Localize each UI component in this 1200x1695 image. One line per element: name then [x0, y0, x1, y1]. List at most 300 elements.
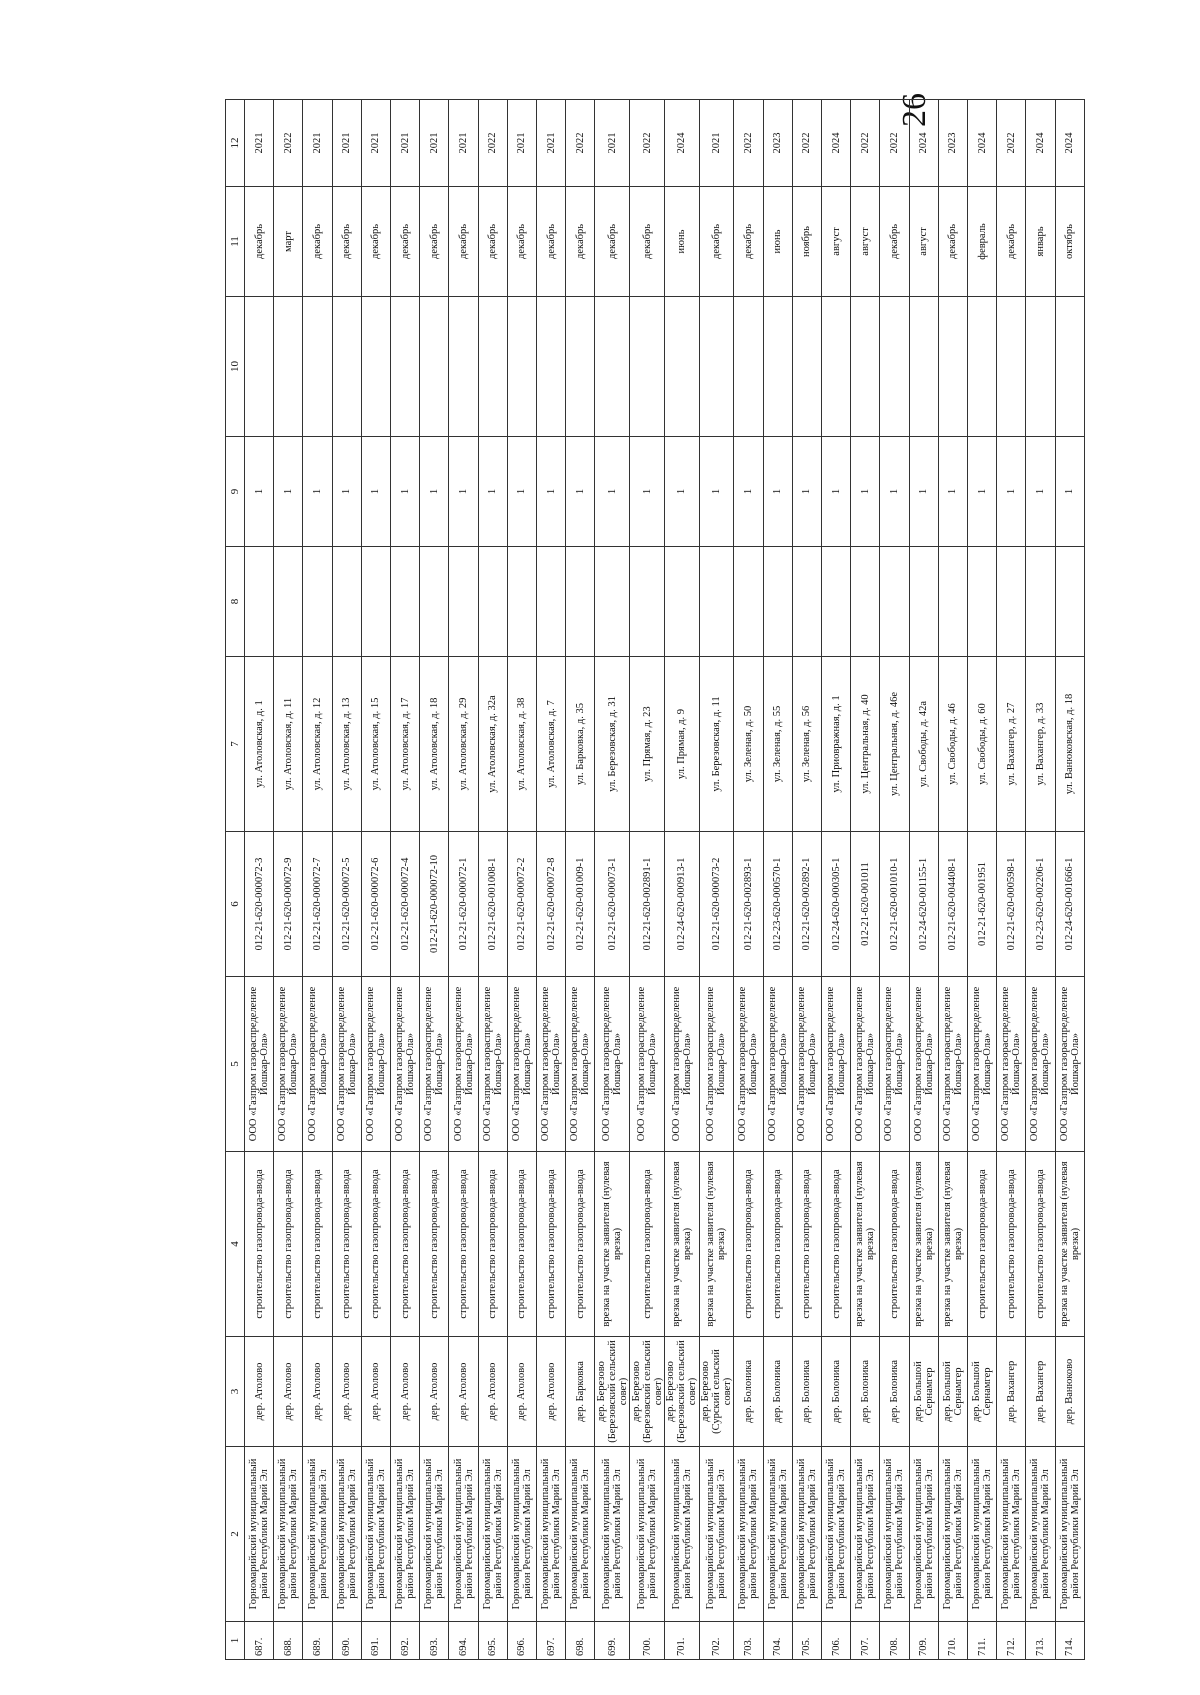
cell-row-number: 709. [909, 1622, 938, 1660]
cell-settlement: дер. Березово (Сурский сельский совет) [699, 1337, 734, 1447]
cell-settlement: дер. Атолово [274, 1337, 303, 1447]
cell-address: ул. Атоловская, д. 7 [537, 657, 566, 832]
cell-application-code: 012-21-620-000072-2 [507, 832, 536, 977]
table-row [595, 100, 630, 1660]
table-row [763, 100, 792, 1660]
cell-column-9: 1 [391, 437, 420, 547]
cell-settlement: дер. Болоника [880, 1337, 909, 1447]
cell-year: 2021 [449, 100, 478, 187]
cell-application-code: 012-21-620-000598-1 [997, 832, 1026, 977]
cell-column-8 [763, 547, 792, 657]
column-header-7: 7 [226, 657, 245, 832]
cell-month: декабрь [361, 187, 390, 297]
cell-column-9: 1 [734, 437, 763, 547]
cell-work-type: строительство газопровода-ввода [734, 1152, 763, 1337]
cell-column-10 [821, 297, 850, 437]
table-row [909, 100, 938, 1660]
cell-column-8 [332, 547, 361, 657]
cell-organization: ООО «Газпром газораспределение Йошкар-Ола» [537, 977, 566, 1152]
cell-column-10 [478, 297, 507, 437]
cell-year: 2022 [478, 100, 507, 187]
gasification-table [225, 99, 1085, 1660]
cell-row-number: 702. [699, 1622, 734, 1660]
cell-district: Горномарийский муниципальный район Республики Марий Эл [997, 1447, 1026, 1622]
cell-settlement: дер. Вахангер [1026, 1337, 1055, 1447]
cell-organization: ООО «Газпром газораспределение Йошкар-Ола» [792, 977, 821, 1152]
cell-work-type: врезка на участке заявителя (нулевая врезка) [699, 1152, 734, 1337]
cell-year: 2022 [734, 100, 763, 187]
cell-district: Горномарийский муниципальный район Республики Марий Эл [566, 1447, 595, 1622]
cell-row-number: 692. [391, 1622, 420, 1660]
cell-month: август [851, 187, 880, 297]
cell-application-code: 012-21-620-004408-1 [938, 832, 967, 977]
cell-settlement: дер. Атолово [361, 1337, 390, 1447]
cell-district: Горномарийский муниципальный район Республики Марий Эл [1026, 1447, 1055, 1622]
cell-settlement: дер. Атолово [449, 1337, 478, 1447]
cell-settlement: дер. Болоника [763, 1337, 792, 1447]
cell-column-10 [792, 297, 821, 437]
cell-column-8 [909, 547, 938, 657]
cell-organization: ООО «Газпром газораспределение Йошкар-Ола» [630, 977, 665, 1152]
cell-settlement: дер. Болоника [821, 1337, 850, 1447]
cell-application-code: 012-21-620-002891-1 [630, 832, 665, 977]
cell-work-type: строительство газопровода-ввода [332, 1152, 361, 1337]
cell-address: ул. Атоловская, д. 38 [507, 657, 536, 832]
cell-address: ул. Атоловская, д. 13 [332, 657, 361, 832]
cell-work-type: строительство газопровода-ввода [967, 1152, 996, 1337]
column-header-2: 2 [226, 1447, 245, 1622]
cell-work-type: строительство газопровода-ввода [763, 1152, 792, 1337]
cell-address: ул. Березовская, д. 11 [699, 657, 734, 832]
cell-year: 2021 [332, 100, 361, 187]
cell-month: август [909, 187, 938, 297]
cell-address: ул. Прямая, д. 23 [630, 657, 665, 832]
cell-district: Горномарийский муниципальный район Республики Марий Эл [909, 1447, 938, 1622]
cell-address: ул. Атоловская, д. 12 [303, 657, 332, 832]
cell-year: 2022 [997, 100, 1026, 187]
cell-column-10 [763, 297, 792, 437]
cell-organization: ООО «Газпром газораспределение Йошкар-Ола» [664, 977, 699, 1152]
cell-application-code: 012-21-620-000072-10 [420, 832, 449, 977]
cell-application-code: 012-21-620-002892-1 [792, 832, 821, 977]
cell-column-10 [1055, 297, 1084, 437]
cell-work-type: врезка на участке заявителя (нулевая врезка) [851, 1152, 880, 1337]
cell-column-10 [274, 297, 303, 437]
cell-address: ул. Атоловская, д. 32а [478, 657, 507, 832]
cell-settlement: дер. Болоника [792, 1337, 821, 1447]
cell-work-type: строительство газопровода-ввода [1026, 1152, 1055, 1337]
cell-settlement: дер. Атолово [303, 1337, 332, 1447]
cell-column-9: 1 [274, 437, 303, 547]
cell-column-10 [699, 297, 734, 437]
table-row [967, 100, 996, 1660]
column-header-9: 9 [226, 437, 245, 547]
cell-organization: ООО «Газпром газораспределение Йошкар-Ола» [909, 977, 938, 1152]
table-row [851, 100, 880, 1660]
cell-year: 2022 [880, 100, 909, 187]
table-row [537, 100, 566, 1660]
cell-row-number: 710. [938, 1622, 967, 1660]
cell-year: 2024 [967, 100, 996, 187]
cell-column-9: 1 [630, 437, 665, 547]
cell-application-code: 012-21-620-001008-1 [478, 832, 507, 977]
cell-row-number: 690. [332, 1622, 361, 1660]
cell-district: Горномарийский муниципальный район Республики Марий Эл [245, 1447, 274, 1622]
cell-district: Горномарийский муниципальный район Республики Марий Эл [734, 1447, 763, 1622]
cell-column-10 [332, 297, 361, 437]
cell-month: декабрь [734, 187, 763, 297]
cell-organization: ООО «Газпром газораспределение Йошкар-Ола» [851, 977, 880, 1152]
cell-year: 2021 [507, 100, 536, 187]
column-header-12: 12 [226, 100, 245, 187]
cell-column-9: 1 [909, 437, 938, 547]
cell-column-8 [303, 547, 332, 657]
cell-year: 2024 [821, 100, 850, 187]
cell-month: декабрь [420, 187, 449, 297]
cell-settlement: дер. Атолово [245, 1337, 274, 1447]
cell-row-number: 707. [851, 1622, 880, 1660]
cell-application-code: 012-21-620-000072-9 [274, 832, 303, 977]
cell-work-type: врезка на участке заявителя (нулевая врезка) [1055, 1152, 1084, 1337]
cell-address: ул. Свободы, д. 60 [967, 657, 996, 832]
cell-column-10 [391, 297, 420, 437]
cell-month: декабрь [938, 187, 967, 297]
cell-settlement: дер. Ванюково [1055, 1337, 1084, 1447]
cell-organization: ООО «Газпром газораспределение Йошкар-Ола» [303, 977, 332, 1152]
cell-month: декабрь [537, 187, 566, 297]
cell-year: 2022 [274, 100, 303, 187]
cell-row-number: 696. [507, 1622, 536, 1660]
cell-row-number: 694. [449, 1622, 478, 1660]
cell-organization: ООО «Газпром газораспределение Йошкар-Ола» [595, 977, 630, 1152]
cell-work-type: строительство газопровода-ввода [537, 1152, 566, 1337]
cell-column-8 [880, 547, 909, 657]
cell-settlement: дер. Болоника [851, 1337, 880, 1447]
cell-district: Горномарийский муниципальный район Республики Марий Эл [595, 1447, 630, 1622]
cell-application-code: 012-21-620-002893-1 [734, 832, 763, 977]
cell-row-number: 712. [997, 1622, 1026, 1660]
cell-month: декабрь [997, 187, 1026, 297]
cell-district: Горномарийский муниципальный район Республики Марий Эл [478, 1447, 507, 1622]
column-header-5: 5 [226, 977, 245, 1152]
cell-district: Горномарийский муниципальный район Республики Марий Эл [507, 1447, 536, 1622]
cell-column-10 [997, 297, 1026, 437]
cell-column-10 [851, 297, 880, 437]
cell-year: 2021 [303, 100, 332, 187]
cell-district: Горномарийский муниципальный район Республики Марий Эл [699, 1447, 734, 1622]
cell-organization: ООО «Газпром газораспределение Йошкар-Ола» [938, 977, 967, 1152]
cell-row-number: 708. [880, 1622, 909, 1660]
cell-month: декабрь [507, 187, 536, 297]
cell-organization: ООО «Газпром газораспределение Йошкар-Ола» [880, 977, 909, 1152]
cell-column-8 [630, 547, 665, 657]
cell-application-code: 012-24-620-000305-1 [821, 832, 850, 977]
cell-work-type: строительство газопровода-ввода [880, 1152, 909, 1337]
cell-address: ул. Барковка, д. 35 [566, 657, 595, 832]
cell-column-10 [449, 297, 478, 437]
cell-organization: ООО «Газпром газораспределение Йошкар-Ола» [478, 977, 507, 1152]
cell-column-8 [664, 547, 699, 657]
cell-year: 2024 [1055, 100, 1084, 187]
cell-application-code: 012-24-620-001155-1 [909, 832, 938, 977]
cell-district: Горномарийский муниципальный район Республики Марий Эл [449, 1447, 478, 1622]
cell-month: февраль [967, 187, 996, 297]
cell-settlement: дер. Большой Сернамгер [909, 1337, 938, 1447]
cell-address: ул. Прямая, д. 9 [664, 657, 699, 832]
cell-column-8 [274, 547, 303, 657]
cell-address: ул. Атоловская, д. 29 [449, 657, 478, 832]
cell-month: декабрь [699, 187, 734, 297]
cell-column-8 [699, 547, 734, 657]
cell-address: ул. Атоловская, д. 1 [245, 657, 274, 832]
cell-column-9: 1 [792, 437, 821, 547]
cell-month: январь [1026, 187, 1055, 297]
table-row [1026, 100, 1055, 1660]
cell-year: 2022 [851, 100, 880, 187]
cell-work-type: строительство газопровода-ввода [449, 1152, 478, 1337]
cell-column-9: 1 [938, 437, 967, 547]
cell-organization: ООО «Газпром газораспределение Йошкар-Ола» [734, 977, 763, 1152]
table-row [1055, 100, 1084, 1660]
cell-column-8 [361, 547, 390, 657]
cell-column-9: 1 [595, 437, 630, 547]
cell-row-number: 714. [1055, 1622, 1084, 1660]
cell-column-8 [938, 547, 967, 657]
cell-column-9: 1 [851, 437, 880, 547]
cell-address: ул. Свободы, д. 46 [938, 657, 967, 832]
cell-application-code: 012-21-620-000072-3 [245, 832, 274, 977]
cell-row-number: 705. [792, 1622, 821, 1660]
cell-column-8 [245, 547, 274, 657]
cell-application-code: 012-21-620-001010-1 [880, 832, 909, 977]
cell-organization: ООО «Газпром газораспределение Йошкар-Ола» [997, 977, 1026, 1152]
cell-address: ул. Ванюковская, д. 18 [1055, 657, 1084, 832]
cell-column-9: 1 [664, 437, 699, 547]
cell-column-9: 1 [449, 437, 478, 547]
cell-column-8 [420, 547, 449, 657]
cell-organization: ООО «Газпром газораспределение Йошкар-Ола» [507, 977, 536, 1152]
cell-year: 2021 [420, 100, 449, 187]
cell-district: Горномарийский муниципальный район Республики Марий Эл [851, 1447, 880, 1622]
table-row [420, 100, 449, 1660]
cell-settlement: дер. Атолово [332, 1337, 361, 1447]
cell-work-type: строительство газопровода-ввода [274, 1152, 303, 1337]
cell-address: ул. Атоловская, д. 15 [361, 657, 390, 832]
cell-organization: ООО «Газпром газораспределение Йошкар-Ола» [1055, 977, 1084, 1152]
cell-address: ул. Атоловская, д. 11 [274, 657, 303, 832]
cell-column-8 [478, 547, 507, 657]
table-row [734, 100, 763, 1660]
cell-work-type: строительство газопровода-ввода [630, 1152, 665, 1337]
cell-row-number: 706. [821, 1622, 850, 1660]
cell-organization: ООО «Газпром газораспределение Йошкар-Ола» [274, 977, 303, 1152]
cell-column-10 [664, 297, 699, 437]
table-header-row [226, 100, 245, 1660]
table-row [449, 100, 478, 1660]
cell-work-type: строительство газопровода-ввода [478, 1152, 507, 1337]
cell-column-9: 1 [303, 437, 332, 547]
cell-year: 2021 [245, 100, 274, 187]
cell-column-8 [595, 547, 630, 657]
cell-organization: ООО «Газпром газораспределение Йошкар-Ола» [391, 977, 420, 1152]
cell-row-number: 704. [763, 1622, 792, 1660]
cell-work-type: врезка на участке заявителя (нулевая врезка) [938, 1152, 967, 1337]
cell-month: август [821, 187, 850, 297]
cell-settlement: дер. Атолово [391, 1337, 420, 1447]
cell-column-10 [361, 297, 390, 437]
cell-year: 2023 [938, 100, 967, 187]
cell-district: Горномарийский муниципальный район Республики Марий Эл [821, 1447, 850, 1622]
cell-settlement: дер. Атолово [420, 1337, 449, 1447]
cell-district: Горномарийский муниципальный район Республики Марий Эл [332, 1447, 361, 1622]
cell-month: декабрь [478, 187, 507, 297]
cell-row-number: 700. [630, 1622, 665, 1660]
cell-column-9: 1 [1055, 437, 1084, 547]
cell-application-code: 012-21-620-000072-8 [537, 832, 566, 977]
table-row [478, 100, 507, 1660]
cell-row-number: 693. [420, 1622, 449, 1660]
cell-application-code: 012-23-620-000570-1 [763, 832, 792, 977]
cell-row-number: 691. [361, 1622, 390, 1660]
cell-address: ул. Атоловская, д. 18 [420, 657, 449, 832]
cell-district: Горномарийский муниципальный район Республики Марий Эл [391, 1447, 420, 1622]
cell-district: Горномарийский муниципальный район Республики Марий Эл [630, 1447, 665, 1622]
cell-district: Горномарийский муниципальный район Республики Марий Эл [792, 1447, 821, 1622]
cell-address: ул. Зеленая, д. 56 [792, 657, 821, 832]
cell-year: 2024 [664, 100, 699, 187]
table-row [938, 100, 967, 1660]
cell-year: 2023 [763, 100, 792, 187]
cell-work-type: врезка на участке заявителя (нулевая врезка) [595, 1152, 630, 1337]
cell-year: 2024 [909, 100, 938, 187]
cell-organization: ООО «Газпром газораспределение Йошкар-Ола» [967, 977, 996, 1152]
cell-column-9: 1 [821, 437, 850, 547]
cell-address: ул. Вахангер, д. 33 [1026, 657, 1055, 832]
cell-district: Горномарийский муниципальный район Республики Марий Эл [880, 1447, 909, 1622]
cell-work-type: врезка на участке заявителя (нулевая врезка) [664, 1152, 699, 1337]
cell-district: Горномарийский муниципальный район Республики Марий Эл [967, 1447, 996, 1622]
cell-organization: ООО «Газпром газораспределение Йошкар-Ола» [332, 977, 361, 1152]
cell-column-8 [1055, 547, 1084, 657]
cell-work-type: строительство газопровода-ввода [420, 1152, 449, 1337]
cell-column-9: 1 [420, 437, 449, 547]
document-table [225, 100, 1085, 1660]
table-row [274, 100, 303, 1660]
cell-work-type: строительство газопровода-ввода [507, 1152, 536, 1337]
cell-year: 2021 [537, 100, 566, 187]
cell-row-number: 698. [566, 1622, 595, 1660]
cell-application-code: 012-21-620-001011 [851, 832, 880, 977]
cell-work-type: врезка на участке заявителя (нулевая врезка) [909, 1152, 938, 1337]
cell-column-9: 1 [478, 437, 507, 547]
cell-application-code: 012-21-620-000073-2 [699, 832, 734, 977]
cell-district: Горномарийский муниципальный район Республики Марий Эл [938, 1447, 967, 1622]
cell-column-10 [880, 297, 909, 437]
cell-district: Горномарийский муниципальный район Республики Марий Эл [1055, 1447, 1084, 1622]
cell-month: декабрь [880, 187, 909, 297]
cell-column-9: 1 [967, 437, 996, 547]
cell-organization: ООО «Газпром газораспределение Йошкар-Ола» [245, 977, 274, 1152]
cell-work-type: строительство газопровода-ввода [361, 1152, 390, 1337]
cell-month: декабрь [566, 187, 595, 297]
cell-month: июнь [664, 187, 699, 297]
cell-application-code: 012-21-620-000073-1 [595, 832, 630, 977]
cell-district: Горномарийский муниципальный район Республики Марий Эл [664, 1447, 699, 1622]
cell-month: декабрь [391, 187, 420, 297]
cell-column-8 [792, 547, 821, 657]
table-row [361, 100, 390, 1660]
cell-address: ул. Зеленая, д. 55 [763, 657, 792, 832]
cell-column-8 [997, 547, 1026, 657]
cell-column-10 [967, 297, 996, 437]
cell-work-type: строительство газопровода-ввода [997, 1152, 1026, 1337]
cell-district: Горномарийский муниципальный район Республики Марий Эл [361, 1447, 390, 1622]
cell-settlement: дер. Большой Сернамгер [967, 1337, 996, 1447]
cell-column-10 [507, 297, 536, 437]
cell-application-code: 012-21-620-000072-4 [391, 832, 420, 977]
cell-column-9: 1 [997, 437, 1026, 547]
cell-column-10 [566, 297, 595, 437]
table-row [332, 100, 361, 1660]
table-row [664, 100, 699, 1660]
cell-district: Горномарийский муниципальный район Республики Марий Эл [303, 1447, 332, 1622]
cell-column-10 [1026, 297, 1055, 437]
cell-column-10 [420, 297, 449, 437]
cell-district: Горномарийский муниципальный район Республики Марий Эл [274, 1447, 303, 1622]
cell-settlement: дер. Атолово [507, 1337, 536, 1447]
cell-year: 2022 [792, 100, 821, 187]
cell-address: ул. Приовражная, д. 1 [821, 657, 850, 832]
cell-row-number: 703. [734, 1622, 763, 1660]
column-header-1: 1 [226, 1622, 245, 1660]
rotated-table-frame [225, 100, 1085, 1660]
cell-month: март [274, 187, 303, 297]
cell-month: декабрь [630, 187, 665, 297]
cell-organization: ООО «Газпром газораспределение Йошкар-Ола» [1026, 977, 1055, 1152]
cell-settlement: дер. Березово (Березовский сельский совет) [664, 1337, 699, 1447]
table-row [391, 100, 420, 1660]
cell-month: июнь [763, 187, 792, 297]
cell-work-type: строительство газопровода-ввода [303, 1152, 332, 1337]
cell-row-number: 695. [478, 1622, 507, 1660]
cell-organization: ООО «Газпром газораспределение Йошкар-Ола» [566, 977, 595, 1152]
cell-column-8 [967, 547, 996, 657]
cell-column-9: 1 [880, 437, 909, 547]
cell-application-code: 012-21-620-001009-1 [566, 832, 595, 977]
cell-settlement: дер. Атолово [478, 1337, 507, 1447]
cell-application-code: 012-21-620-000072-6 [361, 832, 390, 977]
cell-work-type: строительство газопровода-ввода [391, 1152, 420, 1337]
cell-settlement: дер. Березово (Березовский сельский совет) [595, 1337, 630, 1447]
cell-organization: ООО «Газпром газораспределение Йошкар-Ола» [420, 977, 449, 1152]
table-row [821, 100, 850, 1660]
cell-address: ул. Вахангер, д. 27 [997, 657, 1026, 832]
table-row [303, 100, 332, 1660]
cell-month: декабрь [449, 187, 478, 297]
cell-work-type: строительство газопровода-ввода [792, 1152, 821, 1337]
cell-column-10 [630, 297, 665, 437]
cell-column-9: 1 [537, 437, 566, 547]
cell-month: декабрь [332, 187, 361, 297]
cell-column-8 [566, 547, 595, 657]
table-row [997, 100, 1026, 1660]
cell-row-number: 697. [537, 1622, 566, 1660]
cell-row-number: 689. [303, 1622, 332, 1660]
cell-column-9: 1 [763, 437, 792, 547]
cell-column-9: 1 [699, 437, 734, 547]
cell-address: ул. Центральная, д. 46е [880, 657, 909, 832]
cell-year: 2021 [595, 100, 630, 187]
